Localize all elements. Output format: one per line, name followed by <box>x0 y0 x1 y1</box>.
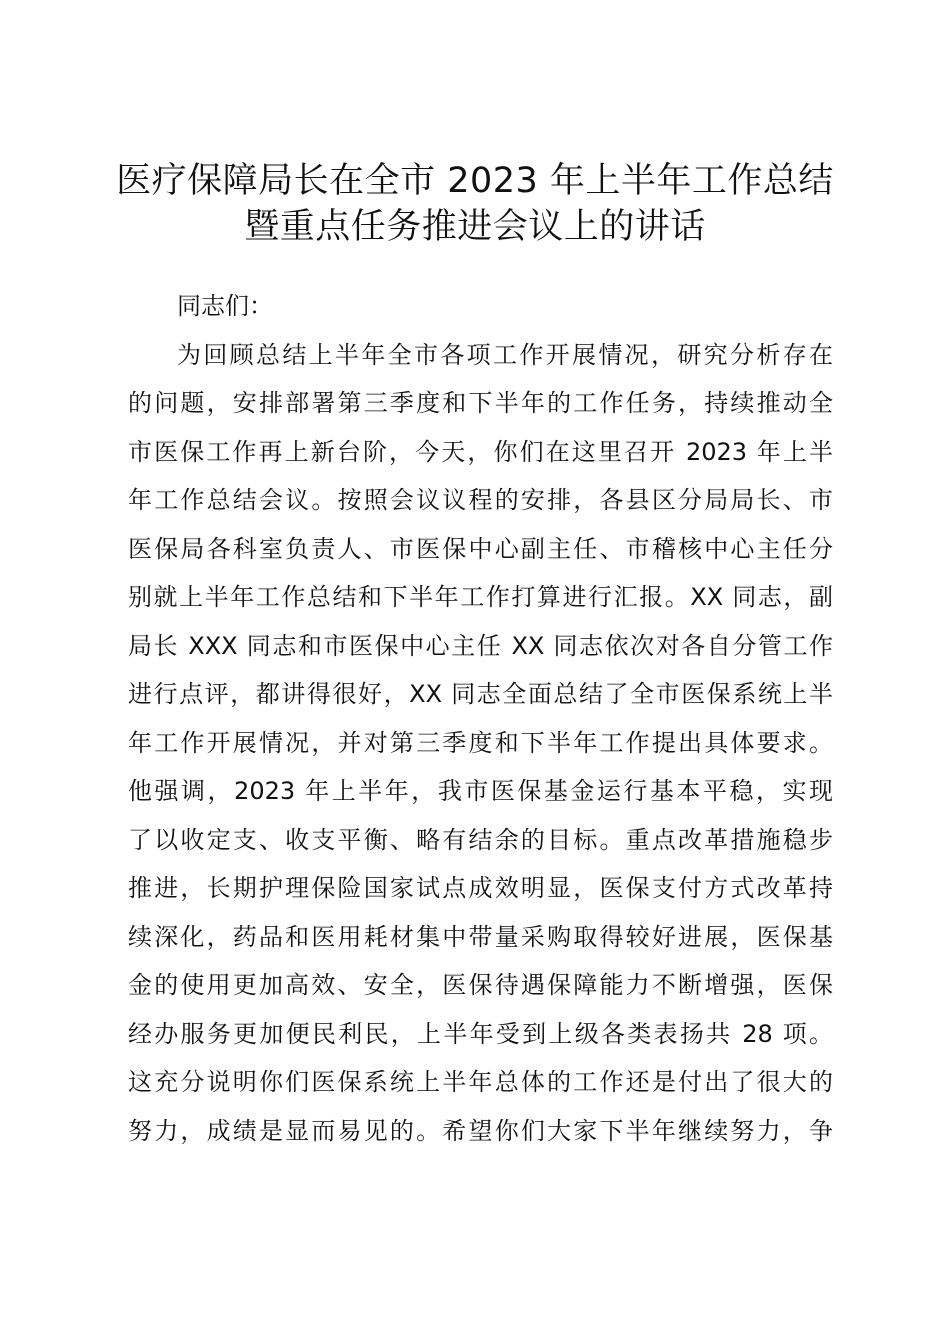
body-line-12: 推进，长期护理保险国家试点成效明显，医保支付方式改革持 <box>128 874 833 902</box>
body-line-15: 经办服务更加便民利民，上半年受到上级各类表扬共 28 项。 <box>128 1019 833 1048</box>
body-line-1: 为回顾总结上半年全市各项工作开展情况，研究分析存在 <box>177 340 833 369</box>
body-line-2: 的问题，安排部署第三季度和下半年的工作任务，持续推动全 <box>128 389 833 417</box>
title-line-1: 医疗保障局长在全市 2023 年上半年工作总结 <box>116 161 834 201</box>
body-line-5: 医保局各科室负责人、市医保中心副主任、市稽核中心主任分 <box>128 534 833 563</box>
body-line-3: 市医保工作再上新台阶，今天，你们在这里召开 2023 年上半 <box>128 437 833 466</box>
document-body <box>128 282 833 1155</box>
body-line-7: 局长 XXX 同志和市医保中心主任 XX 同志依次对各自分管工作 <box>128 631 833 660</box>
title-line-2: 暨重点任务推进会议上的讲话 <box>244 207 706 247</box>
document-title <box>100 158 850 250</box>
body-line-13: 续深化，药品和医用耗材集中带量采购取得较好进展，医保基 <box>128 922 833 951</box>
body-line-10: 他强调，2023 年上半年，我市医保基金运行基本平稳，实现 <box>128 777 833 805</box>
body-line-16: 这充分说明你们医保系统上半年总体的工作还是付出了很大的 <box>128 1068 833 1096</box>
body-line-9: 年工作开展情况，并对第三季度和下半年工作提出具体要求。 <box>128 728 833 757</box>
body-line-14: 金的使用更加高效、安全，医保待遇保障能力不断增强，医保 <box>128 971 833 999</box>
body-line-17: 努力，成绩是显而易见的。希望你们大家下半年继续努力，争 <box>128 1116 833 1145</box>
salutation: 同志们： <box>177 292 273 320</box>
body-line-8: 进行点评，都讲得很好，XX 同志全面总结了全市医保系统上半 <box>128 680 833 708</box>
body-line-6: 别就上半年工作总结和下半年工作打算进行汇报。XX 同志，副 <box>128 583 833 611</box>
body-line-4: 年工作总结会议。按照会议议程的安排，各县区分局局长、市 <box>128 486 833 514</box>
body-line-11: 了以收定支、收支平衡、略有结余的目标。重点改革措施稳步 <box>128 825 833 854</box>
